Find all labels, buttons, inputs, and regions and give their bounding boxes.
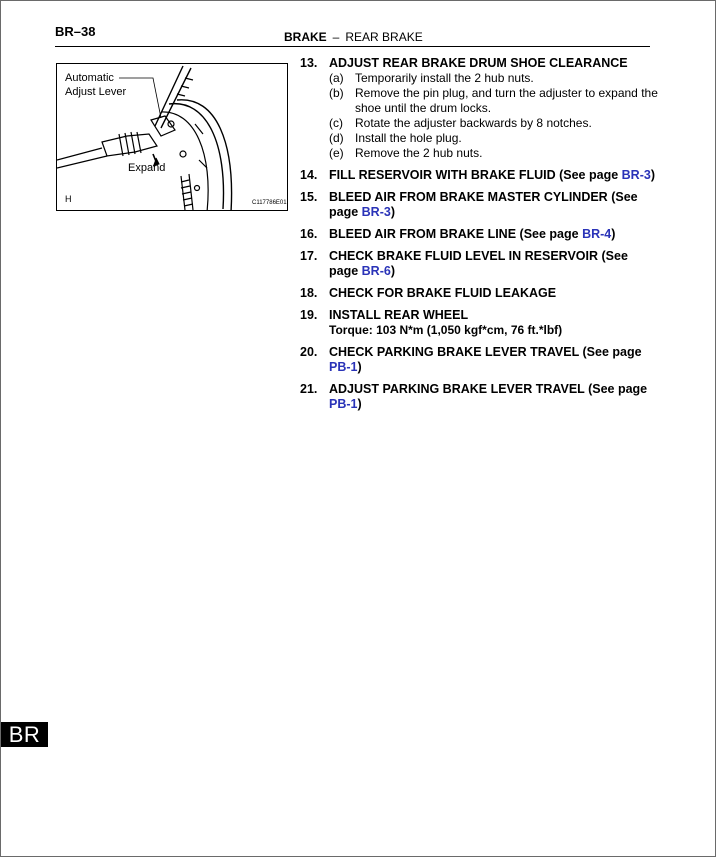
substep-d: (d) Install the hole plug.: [329, 131, 462, 145]
subsection-name: REAR BRAKE: [345, 30, 423, 44]
page-link-br-3[interactable]: BR-3: [621, 168, 651, 182]
figure-label-line2: Adjust Lever: [65, 86, 127, 98]
header-rule: [55, 46, 650, 47]
procedure-steps: [300, 56, 660, 419]
figure-corner-letter: H: [65, 194, 72, 204]
substep-b: (b) Remove the pin plug, and turn the adjuster to expand the shoe until the drum locks.: [329, 86, 658, 115]
step-15: [300, 190, 660, 220]
section-name: BRAKE: [284, 30, 327, 44]
figure-code: C117786E01: [252, 200, 287, 206]
ref-suffix: ): [390, 205, 395, 219]
step-number: 19.: [300, 308, 318, 322]
figure-label-line1: Automatic: [65, 72, 114, 84]
substep-e: (e) Remove the 2 hub nuts.: [329, 146, 483, 160]
ref-prefix: (See page: [559, 168, 622, 182]
step-title: CHECK PARKING BRAKE LEVER TRAVEL: [329, 345, 580, 359]
step-16: [300, 227, 660, 242]
step-number: 16.: [300, 227, 318, 241]
step-number: 13.: [300, 56, 318, 70]
ref-suffix: ): [357, 360, 362, 374]
page-link-pb-1[interactable]: PB-1: [329, 397, 358, 411]
ref-prefix: (See page: [582, 345, 642, 359]
ref-suffix: ): [611, 227, 616, 241]
step-number: 21.: [300, 382, 318, 396]
page-link-br-3[interactable]: BR-3: [361, 205, 391, 219]
ref-suffix: ): [390, 264, 395, 278]
ref-prefix: (See page: [519, 227, 583, 241]
step-number: 18.: [300, 286, 318, 300]
page-link-pb-1[interactable]: PB-1: [329, 360, 358, 374]
expand-label: Expand: [128, 162, 166, 174]
step-number: 15.: [300, 190, 318, 204]
step-number: 20.: [300, 345, 318, 359]
step-19: [300, 308, 660, 338]
ref-prefix: (See page: [329, 190, 638, 219]
step-title: CHECK BRAKE FLUID LEVEL IN RESERVOIR: [329, 249, 599, 263]
header-title: [284, 30, 423, 44]
ref-suffix: ): [357, 397, 362, 411]
step-title: FILL RESERVOIR WITH BRAKE FLUID: [329, 168, 556, 182]
adjuster-illustration: [56, 63, 288, 211]
ref-suffix: ): [650, 168, 655, 182]
step-title: CHECK FOR BRAKE FLUID LEAKAGE: [329, 286, 557, 300]
step-title: INSTALL REAR WHEEL: [329, 308, 469, 322]
step-title: ADJUST PARKING BRAKE LEVER TRAVEL: [329, 382, 585, 396]
step-number: 14.: [300, 168, 318, 182]
step-title: BLEED AIR FROM BRAKE MASTER CYLINDER: [329, 190, 608, 204]
section-tab-br: BR: [1, 722, 48, 747]
substep-c: (c) Rotate the adjuster backwards by 8 notches.: [329, 116, 592, 130]
substep-a: (a) Temporarily install the 2 hub nuts.: [329, 71, 534, 85]
page-number: BR–38: [55, 24, 96, 39]
page-link-br-6[interactable]: BR-6: [361, 264, 391, 278]
ref-prefix: (See page: [588, 382, 648, 396]
step-title: ADJUST REAR BRAKE DRUM SHOE CLEARANCE: [329, 56, 628, 70]
step-title: BLEED AIR FROM BRAKE LINE: [329, 227, 517, 241]
step-21: [300, 382, 660, 412]
step-18: [300, 286, 660, 301]
page-link-br-4[interactable]: BR-4: [582, 227, 612, 241]
step-number: 17.: [300, 249, 318, 263]
header-separator: –: [332, 30, 340, 44]
ref-prefix: (See page: [329, 249, 628, 278]
step-17: [300, 249, 660, 279]
step-14: [300, 168, 660, 183]
torque-spec: Torque: 103 N*m (1,050 kgf*cm, 76 ft.*lbf): [329, 323, 563, 337]
step-13: [300, 56, 660, 161]
step-20: [300, 345, 660, 375]
